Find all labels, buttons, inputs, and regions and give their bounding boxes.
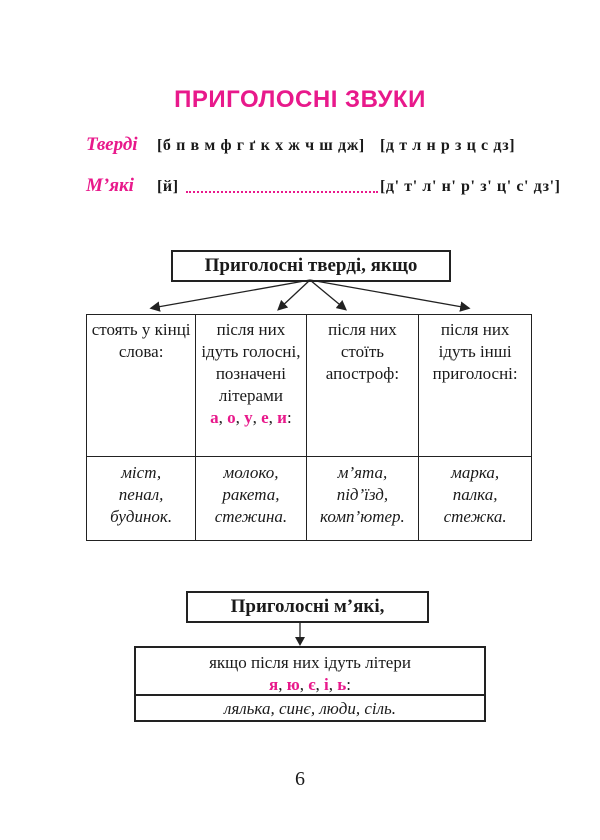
- examples-row: [87, 457, 532, 541]
- hard-group-2: [д т л н р з ц с дз]: [380, 137, 516, 154]
- hard-rules-table: [86, 314, 532, 541]
- page-title: ПРИГОЛОСНІ ЗВУКИ: [174, 86, 426, 113]
- soft-group-1: [й]: [157, 178, 179, 195]
- arrow-down-icon: [290, 621, 310, 647]
- examples-cell: марка, палка, стежка.: [419, 457, 532, 541]
- soft-letter: є: [308, 675, 316, 694]
- examples-cell: м’ята, під’їзд, комп’ютер.: [306, 457, 419, 541]
- vowel-letter: о: [227, 408, 236, 427]
- conditions-row: [87, 315, 532, 457]
- soft-group-2: [д' т' л' н' р' з' ц' с' дз']: [380, 178, 561, 195]
- hard-rule-title: Приголосні тверді, якщо: [171, 250, 451, 282]
- condition-cell: стоять у кінці слова:: [87, 315, 196, 457]
- soft-letter: ю: [286, 675, 300, 694]
- vowel-letter: а: [210, 408, 219, 427]
- arrows: [0, 278, 600, 318]
- dotted-leader: [186, 183, 378, 201]
- hard-label: Тверді: [86, 134, 138, 155]
- soft-label: М’які: [86, 175, 134, 196]
- soft-condition: якщо після них ідуть літери я, ю, є, і, ь:: [209, 653, 411, 694]
- condition-cell: після них ідуть голосні, позначені літерами а, о, у, е, и:: [196, 315, 306, 457]
- condition-cell: після них стоїть апостроф:: [306, 315, 419, 457]
- vowel-letter: е: [261, 408, 269, 427]
- condition-cell: після них ідуть інші приголосні:: [419, 315, 532, 457]
- vowel-letter: у: [244, 408, 253, 427]
- soft-letter: і: [324, 675, 329, 694]
- page-number: 6: [295, 768, 305, 790]
- examples-cell: міст, пенал, будинок.: [87, 457, 196, 541]
- vowel-letter: и: [277, 408, 287, 427]
- soft-letter: ь: [337, 675, 347, 694]
- hard-group-1: [б п в м ф г ґ к х ж ч ш дж]: [157, 137, 365, 154]
- soft-rule-box: [134, 646, 486, 722]
- soft-rule-title: Приголосні м’які,: [186, 591, 429, 623]
- examples-cell: молоко, ракета, стежина.: [196, 457, 306, 541]
- soft-examples: лялька, синє, люди, сіль.: [223, 699, 397, 718]
- soft-letter: я: [268, 675, 279, 694]
